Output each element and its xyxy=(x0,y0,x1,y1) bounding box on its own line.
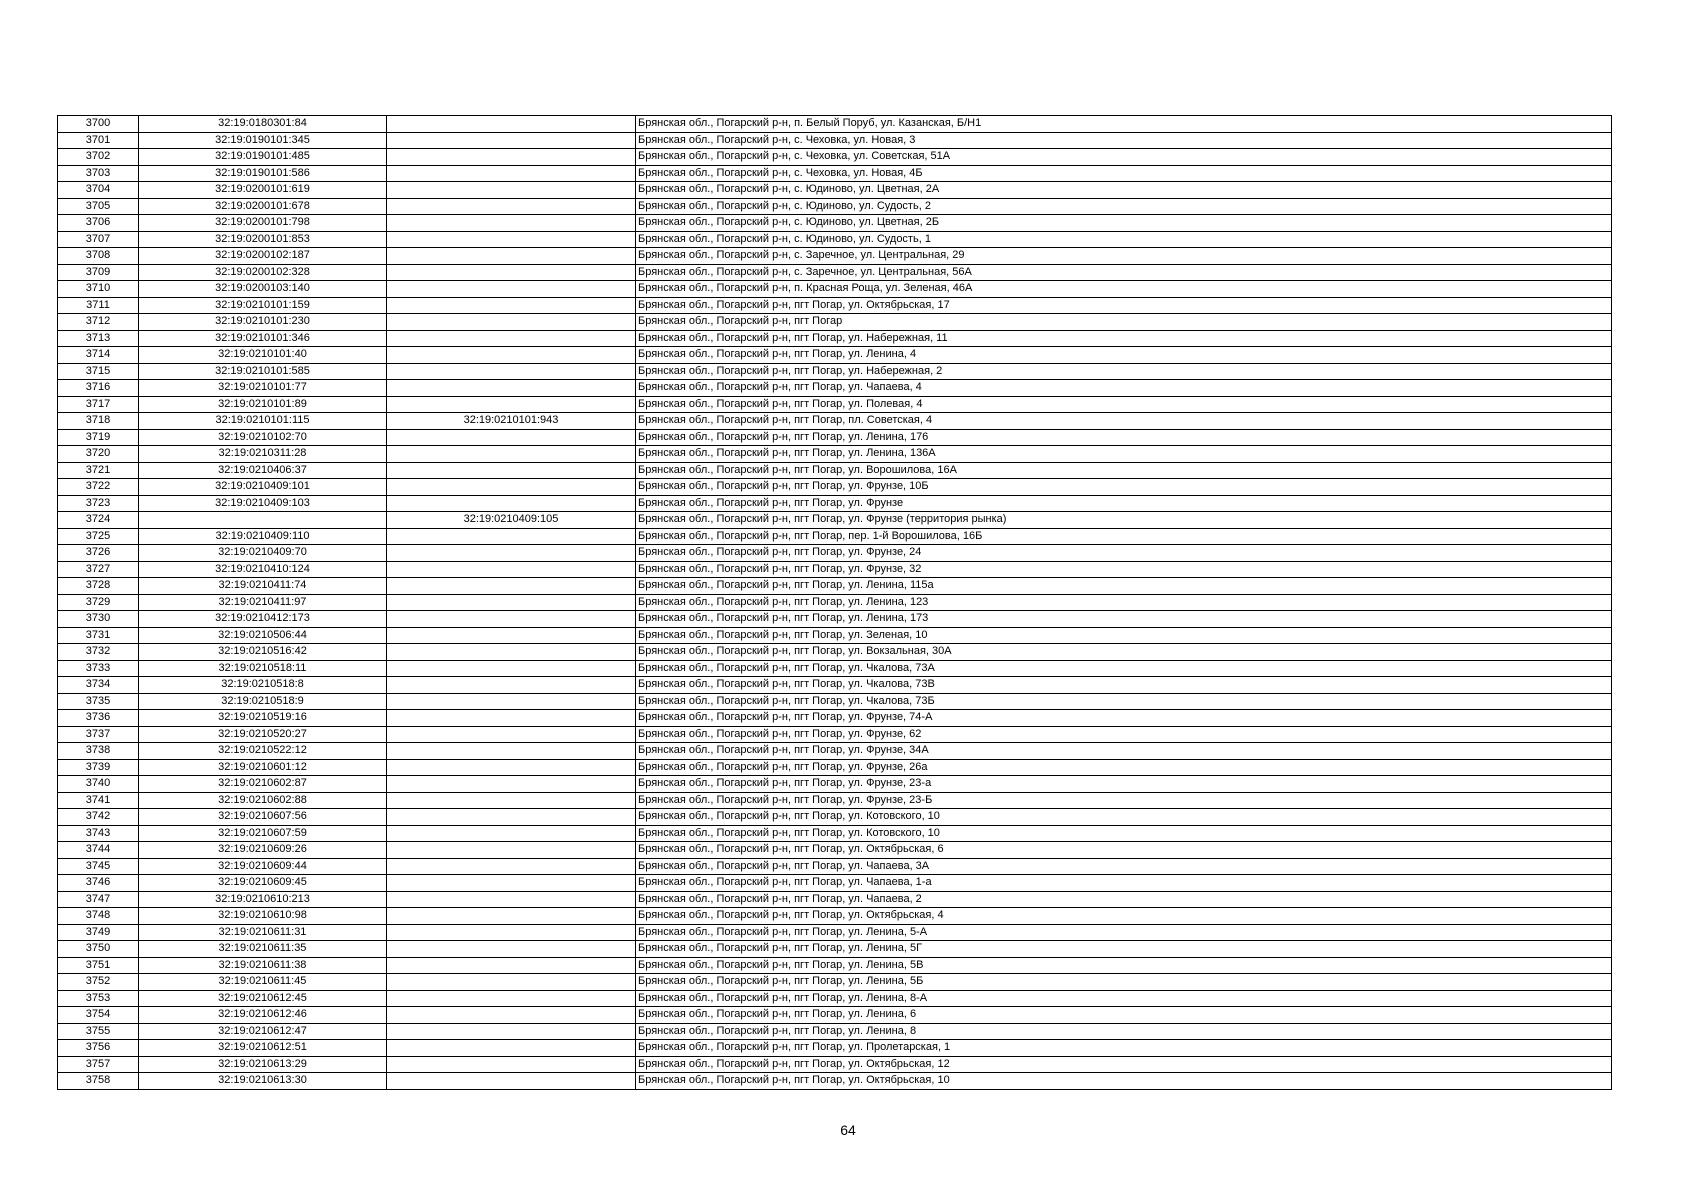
table-row xyxy=(58,479,1612,496)
related-cadastral-number-cell xyxy=(387,462,636,479)
cadastral-number-cell: 32:19:0210102:70 xyxy=(139,429,387,446)
related-cadastral-number-cell xyxy=(387,726,636,743)
row-number-cell: 3711 xyxy=(58,297,139,314)
address-cell: Брянская обл., Погарский р-н, пгт Погар, ул. Ленина, 8-А xyxy=(636,990,1612,1007)
address-cell: Брянская обл., Погарский р-н, пгт Погар, ул. Октябрьская, 6 xyxy=(636,842,1612,859)
cadastral-number-cell: 32:19:0210602:88 xyxy=(139,792,387,809)
cadastral-number-cell: 32:19:0210409:110 xyxy=(139,528,387,545)
table-row xyxy=(58,743,1612,760)
cadastral-number-cell: 32:19:0210406:37 xyxy=(139,462,387,479)
row-number-cell: 3732 xyxy=(58,644,139,661)
row-number-cell: 3753 xyxy=(58,990,139,1007)
related-cadastral-number-cell xyxy=(387,825,636,842)
table-row xyxy=(58,809,1612,826)
table-row xyxy=(58,363,1612,380)
row-number-cell: 3716 xyxy=(58,380,139,397)
address-cell: Брянская обл., Погарский р-н, пгт Погар, ул. Ленина, 173 xyxy=(636,611,1612,628)
cadastral-number-cell: 32:19:0210611:45 xyxy=(139,974,387,991)
related-cadastral-number-cell xyxy=(387,743,636,760)
cadastral-number-cell: 32:19:0210101:585 xyxy=(139,363,387,380)
related-cadastral-number-cell xyxy=(387,842,636,859)
table-row xyxy=(58,380,1612,397)
related-cadastral-number-cell xyxy=(387,545,636,562)
row-number-cell: 3705 xyxy=(58,198,139,215)
table-row xyxy=(58,512,1612,529)
row-number-cell: 3747 xyxy=(58,891,139,908)
related-cadastral-number-cell xyxy=(387,875,636,892)
related-cadastral-number-cell xyxy=(387,660,636,677)
table-row xyxy=(58,1040,1612,1057)
row-number-cell: 3728 xyxy=(58,578,139,595)
address-cell: Брянская обл., Погарский р-н, пгт Погар xyxy=(636,314,1612,331)
row-number-cell: 3701 xyxy=(58,132,139,149)
address-cell: Брянская обл., Погарский р-н, пгт Погар, ул. Котовского, 10 xyxy=(636,809,1612,826)
table-row xyxy=(58,627,1612,644)
table-row xyxy=(58,990,1612,1007)
cadastral-number-cell: 32:19:0210410:124 xyxy=(139,561,387,578)
related-cadastral-number-cell xyxy=(387,578,636,595)
cadastral-number-cell: 32:19:0210612:47 xyxy=(139,1023,387,1040)
cadastral-number-cell: 32:19:0210101:40 xyxy=(139,347,387,364)
table-row xyxy=(58,446,1612,463)
cadastral-number-cell: 32:19:0210613:29 xyxy=(139,1056,387,1073)
cadastral-number-cell: 32:19:0210101:346 xyxy=(139,330,387,347)
table-row xyxy=(58,974,1612,991)
row-number-cell: 3735 xyxy=(58,693,139,710)
cadastral-number-cell: 32:19:0210101:115 xyxy=(139,413,387,430)
related-cadastral-number-cell xyxy=(387,429,636,446)
cadastral-number-cell: 32:19:0190101:586 xyxy=(139,165,387,182)
table-row xyxy=(58,1056,1612,1073)
cadastral-number-cell: 32:19:0210518:8 xyxy=(139,677,387,694)
row-number-cell: 3745 xyxy=(58,858,139,875)
cadastral-number-cell: 32:19:0210101:230 xyxy=(139,314,387,331)
cadastral-number-cell: 32:19:0210516:42 xyxy=(139,644,387,661)
table-row xyxy=(58,1023,1612,1040)
related-cadastral-number-cell xyxy=(387,891,636,908)
table-row xyxy=(58,528,1612,545)
row-number-cell: 3740 xyxy=(58,776,139,793)
address-cell: Брянская обл., Погарский р-н, пгт Погар, ул. Ленина, 8 xyxy=(636,1023,1612,1040)
row-number-cell: 3709 xyxy=(58,264,139,281)
cadastral-number-cell: 32:19:0210612:46 xyxy=(139,1007,387,1024)
related-cadastral-number-cell xyxy=(387,941,636,958)
address-cell: Брянская обл., Погарский р-н, с. Чеховка, ул. Новая, 3 xyxy=(636,132,1612,149)
address-cell: Брянская обл., Погарский р-н, с. Заречное, ул. Центральная, 29 xyxy=(636,248,1612,265)
related-cadastral-number-cell xyxy=(387,1023,636,1040)
table-row xyxy=(58,875,1612,892)
cadastral-number-cell: 32:19:0210607:56 xyxy=(139,809,387,826)
related-cadastral-number-cell xyxy=(387,528,636,545)
related-cadastral-number-cell xyxy=(387,479,636,496)
cadastral-number-cell: 32:19:0200101:798 xyxy=(139,215,387,232)
table-row xyxy=(58,1007,1612,1024)
cadastral-number-cell: 32:19:0210610:98 xyxy=(139,908,387,925)
related-cadastral-number-cell xyxy=(387,248,636,265)
table-row xyxy=(58,297,1612,314)
related-cadastral-number-cell xyxy=(387,858,636,875)
cadastral-number-cell: 32:19:0200102:187 xyxy=(139,248,387,265)
related-cadastral-number-cell xyxy=(387,594,636,611)
table-row xyxy=(58,594,1612,611)
related-cadastral-number-cell xyxy=(387,644,636,661)
address-cell: Брянская обл., Погарский р-н, пгт Погар, ул. Пролетарская, 1 xyxy=(636,1040,1612,1057)
address-cell: Брянская обл., Погарский р-н, пгт Погар, ул. Ворошилова, 16А xyxy=(636,462,1612,479)
row-number-cell: 3737 xyxy=(58,726,139,743)
cadastral-number-cell: 32:19:0210101:89 xyxy=(139,396,387,413)
address-cell: Брянская обл., Погарский р-н, пгт Погар, ул. Ленина, 136А xyxy=(636,446,1612,463)
related-cadastral-number-cell xyxy=(387,792,636,809)
row-number-cell: 3704 xyxy=(58,182,139,199)
row-number-cell: 3720 xyxy=(58,446,139,463)
address-cell: Брянская обл., Погарский р-н, пгт Погар, ул. Ленина, 4 xyxy=(636,347,1612,364)
related-cadastral-number-cell xyxy=(387,809,636,826)
related-cadastral-number-cell xyxy=(387,1007,636,1024)
cadastral-number-cell: 32:19:0210610:213 xyxy=(139,891,387,908)
table-row xyxy=(58,495,1612,512)
table-row xyxy=(58,314,1612,331)
row-number-cell: 3758 xyxy=(58,1073,139,1090)
table-row xyxy=(58,677,1612,694)
table-row xyxy=(58,908,1612,925)
address-cell: Брянская обл., Погарский р-н, пгт Погар, ул. Полевая, 4 xyxy=(636,396,1612,413)
row-number-cell: 3726 xyxy=(58,545,139,562)
cadastral-number-cell: 32:19:0210518:9 xyxy=(139,693,387,710)
related-cadastral-number-cell: 32:19:0210101:943 xyxy=(387,413,636,430)
related-cadastral-number-cell xyxy=(387,330,636,347)
cadastral-number-cell: 32:19:0210602:87 xyxy=(139,776,387,793)
address-cell: Брянская обл., Погарский р-н, пгт Погар, ул. Ленина, 176 xyxy=(636,429,1612,446)
table-row xyxy=(58,545,1612,562)
address-cell: Брянская обл., Погарский р-н, пгт Погар, пер. 1-й Ворошилова, 16Б xyxy=(636,528,1612,545)
row-number-cell: 3757 xyxy=(58,1056,139,1073)
address-cell: Брянская обл., Погарский р-н, пгт Погар, ул. Чапаева, 2 xyxy=(636,891,1612,908)
related-cadastral-number-cell xyxy=(387,215,636,232)
cadastral-number-cell: 32:19:0210609:26 xyxy=(139,842,387,859)
cadastral-number-cell: 32:19:0210611:38 xyxy=(139,957,387,974)
address-cell: Брянская обл., Погарский р-н, пгт Погар, ул. Фрунзе, 26а xyxy=(636,759,1612,776)
related-cadastral-number-cell xyxy=(387,231,636,248)
cadastral-number-cell: 32:19:0180301:84 xyxy=(139,116,387,133)
cadastral-number-cell: 32:19:0210612:51 xyxy=(139,1040,387,1057)
address-cell: Брянская обл., Погарский р-н, пгт Погар, ул. Октябрьская, 12 xyxy=(636,1056,1612,1073)
address-cell: Брянская обл., Погарский р-н, пгт Погар, ул. Чкалова, 73Б xyxy=(636,693,1612,710)
row-number-cell: 3749 xyxy=(58,924,139,941)
row-number-cell: 3724 xyxy=(58,512,139,529)
related-cadastral-number-cell xyxy=(387,297,636,314)
related-cadastral-number-cell xyxy=(387,908,636,925)
cadastral-number-cell: 32:19:0210409:103 xyxy=(139,495,387,512)
table-body xyxy=(58,116,1612,1090)
table-row xyxy=(58,924,1612,941)
related-cadastral-number-cell xyxy=(387,776,636,793)
cadastral-number-cell: 32:19:0210411:97 xyxy=(139,594,387,611)
related-cadastral-number-cell xyxy=(387,363,636,380)
address-cell: Брянская обл., Погарский р-н, пгт Погар, ул. Фрунзе, 23-Б xyxy=(636,792,1612,809)
cadastral-number-cell: 32:19:0210611:35 xyxy=(139,941,387,958)
cadastral-number-cell: 32:19:0210613:30 xyxy=(139,1073,387,1090)
address-cell: Брянская обл., Погарский р-н, пгт Погар, ул. Фрунзе, 34А xyxy=(636,743,1612,760)
cadastral-number-cell: 32:19:0190101:345 xyxy=(139,132,387,149)
row-number-cell: 3756 xyxy=(58,1040,139,1057)
cadastral-number-cell: 32:19:0210412:173 xyxy=(139,611,387,628)
related-cadastral-number-cell xyxy=(387,281,636,298)
address-cell: Брянская обл., Погарский р-н, с. Юдиново, ул. Цветная, 2Б xyxy=(636,215,1612,232)
cadastral-number-cell: 32:19:0210101:77 xyxy=(139,380,387,397)
row-number-cell: 3727 xyxy=(58,561,139,578)
address-cell: Брянская обл., Погарский р-н, с. Заречное, ул. Центральная, 56А xyxy=(636,264,1612,281)
row-number-cell: 3718 xyxy=(58,413,139,430)
row-number-cell: 3708 xyxy=(58,248,139,265)
row-number-cell: 3748 xyxy=(58,908,139,925)
row-number-cell: 3719 xyxy=(58,429,139,446)
address-cell: Брянская обл., Погарский р-н, пгт Погар, ул. Ленина, 5Г xyxy=(636,941,1612,958)
table-row xyxy=(58,429,1612,446)
table-row xyxy=(58,710,1612,727)
address-cell: Брянская обл., Погарский р-н, с. Юдиново, ул. Судость, 1 xyxy=(636,231,1612,248)
row-number-cell: 3733 xyxy=(58,660,139,677)
row-number-cell: 3700 xyxy=(58,116,139,133)
related-cadastral-number-cell xyxy=(387,446,636,463)
address-cell: Брянская обл., Погарский р-н, пгт Погар, ул. Чкалова, 73В xyxy=(636,677,1612,694)
table-row xyxy=(58,182,1612,199)
cadastral-number-cell: 32:19:0210101:159 xyxy=(139,297,387,314)
table-row xyxy=(58,726,1612,743)
address-cell: Брянская обл., Погарский р-н, пгт Погар, ул. Октябрьская, 4 xyxy=(636,908,1612,925)
cadastral-number-cell: 32:19:0200101:853 xyxy=(139,231,387,248)
address-cell: Брянская обл., Погарский р-н, пгт Погар, ул. Октябрьская, 17 xyxy=(636,297,1612,314)
table-row xyxy=(58,776,1612,793)
table-row xyxy=(58,957,1612,974)
address-cell: Брянская обл., Погарский р-н, пгт Погар, ул. Набережная, 2 xyxy=(636,363,1612,380)
row-number-cell: 3710 xyxy=(58,281,139,298)
table-row xyxy=(58,1073,1612,1090)
related-cadastral-number-cell xyxy=(387,347,636,364)
cadastral-number-cell: 32:19:0210518:11 xyxy=(139,660,387,677)
address-cell: Брянская обл., Погарский р-н, пгт Погар, ул. Чапаева, 1-а xyxy=(636,875,1612,892)
table-row xyxy=(58,462,1612,479)
row-number-cell: 3707 xyxy=(58,231,139,248)
row-number-cell: 3751 xyxy=(58,957,139,974)
row-number-cell: 3712 xyxy=(58,314,139,331)
address-cell: Брянская обл., Погарский р-н, пгт Погар, ул. Ленина, 5-А xyxy=(636,924,1612,941)
address-cell: Брянская обл., Погарский р-н, с. Чеховка, ул. Советская, 51А xyxy=(636,149,1612,166)
related-cadastral-number-cell xyxy=(387,380,636,397)
table-row xyxy=(58,396,1612,413)
table-row xyxy=(58,132,1612,149)
related-cadastral-number-cell xyxy=(387,759,636,776)
cadastral-number-cell: 32:19:0210411:74 xyxy=(139,578,387,595)
related-cadastral-number-cell xyxy=(387,149,636,166)
related-cadastral-number-cell xyxy=(387,1040,636,1057)
row-number-cell: 3743 xyxy=(58,825,139,842)
related-cadastral-number-cell xyxy=(387,132,636,149)
table-row xyxy=(58,578,1612,595)
row-number-cell: 3754 xyxy=(58,1007,139,1024)
cadastral-number-cell: 32:19:0210522:12 xyxy=(139,743,387,760)
related-cadastral-number-cell xyxy=(387,182,636,199)
table-row xyxy=(58,660,1612,677)
table-row xyxy=(58,248,1612,265)
row-number-cell: 3721 xyxy=(58,462,139,479)
address-cell: Брянская обл., Погарский р-н, пгт Погар, ул. Ленина, 6 xyxy=(636,1007,1612,1024)
address-cell: Брянская обл., Погарский р-н, пгт Погар, ул. Чапаева, 3А xyxy=(636,858,1612,875)
row-number-cell: 3725 xyxy=(58,528,139,545)
related-cadastral-number-cell xyxy=(387,974,636,991)
related-cadastral-number-cell xyxy=(387,396,636,413)
address-cell: Брянская обл., Погарский р-н, пгт Погар, ул. Фрунзе, 23-а xyxy=(636,776,1612,793)
row-number-cell: 3715 xyxy=(58,363,139,380)
cadastral-number-cell: 32:19:0210506:44 xyxy=(139,627,387,644)
table-row xyxy=(58,165,1612,182)
table-row xyxy=(58,561,1612,578)
address-cell: Брянская обл., Погарский р-н, пгт Погар, ул. Вокзальная, 30А xyxy=(636,644,1612,661)
cadastral-number-cell: 32:19:0210612:45 xyxy=(139,990,387,1007)
table-row xyxy=(58,693,1612,710)
address-cell: Брянская обл., Погарский р-н, пгт Погар, ул. Ленина, 115а xyxy=(636,578,1612,595)
address-cell: Брянская обл., Погарский р-н, пгт Погар, ул. Набережная, 11 xyxy=(636,330,1612,347)
table-row xyxy=(58,644,1612,661)
related-cadastral-number-cell xyxy=(387,957,636,974)
table-row xyxy=(58,842,1612,859)
cadastral-number-cell: 32:19:0200101:678 xyxy=(139,198,387,215)
related-cadastral-number-cell xyxy=(387,264,636,281)
address-cell: Брянская обл., Погарский р-н, пгт Погар, ул. Чкалова, 73А xyxy=(636,660,1612,677)
row-number-cell: 3723 xyxy=(58,495,139,512)
address-cell: Брянская обл., Погарский р-н, пгт Погар, ул. Ленина, 5В xyxy=(636,957,1612,974)
table-row xyxy=(58,116,1612,133)
row-number-cell: 3750 xyxy=(58,941,139,958)
table-row xyxy=(58,825,1612,842)
address-cell: Брянская обл., Погарский р-н, пгт Погар, пл. Советская, 4 xyxy=(636,413,1612,430)
cadastral-number-cell: 32:19:0210607:59 xyxy=(139,825,387,842)
cadastral-number-cell: 32:19:0210409:70 xyxy=(139,545,387,562)
table-row xyxy=(58,264,1612,281)
table-row xyxy=(58,198,1612,215)
address-cell: Брянская обл., Погарский р-н, пгт Погар, ул. Октябрьская, 10 xyxy=(636,1073,1612,1090)
table-row xyxy=(58,941,1612,958)
table-row xyxy=(58,891,1612,908)
address-cell: Брянская обл., Погарский р-н, пгт Погар, ул. Ленина, 123 xyxy=(636,594,1612,611)
address-cell: Брянская обл., Погарский р-н, пгт Погар, ул. Фрунзе, 32 xyxy=(636,561,1612,578)
related-cadastral-number-cell xyxy=(387,1056,636,1073)
address-cell: Брянская обл., Погарский р-н, п. Красная Роща, ул. Зеленая, 46А xyxy=(636,281,1612,298)
row-number-cell: 3717 xyxy=(58,396,139,413)
address-cell: Брянская обл., Погарский р-н, пгт Погар, ул. Чапаева, 4 xyxy=(636,380,1612,397)
row-number-cell: 3752 xyxy=(58,974,139,991)
address-cell: Брянская обл., Погарский р-н, пгт Погар, ул. Фрунзе xyxy=(636,495,1612,512)
table-row xyxy=(58,413,1612,430)
row-number-cell: 3730 xyxy=(58,611,139,628)
cadastral-number-cell: 32:19:0210609:44 xyxy=(139,858,387,875)
address-cell: Брянская обл., Погарский р-н, пгт Погар, ул. Зеленая, 10 xyxy=(636,627,1612,644)
related-cadastral-number-cell xyxy=(387,611,636,628)
cadastral-number-cell: 32:19:0200103:140 xyxy=(139,281,387,298)
row-number-cell: 3738 xyxy=(58,743,139,760)
related-cadastral-number-cell xyxy=(387,314,636,331)
cadastral-number-cell: 32:19:0210519:16 xyxy=(139,710,387,727)
related-cadastral-number-cell xyxy=(387,495,636,512)
table-row xyxy=(58,231,1612,248)
row-number-cell: 3731 xyxy=(58,627,139,644)
row-number-cell: 3713 xyxy=(58,330,139,347)
table-row xyxy=(58,281,1612,298)
related-cadastral-number-cell xyxy=(387,710,636,727)
row-number-cell: 3722 xyxy=(58,479,139,496)
table-row xyxy=(58,215,1612,232)
address-cell: Брянская обл., Погарский р-н, пгт Погар, ул. Ленина, 5Б xyxy=(636,974,1612,991)
cadastral-number-cell: 32:19:0200101:619 xyxy=(139,182,387,199)
related-cadastral-number-cell: 32:19:0210409:105 xyxy=(387,512,636,529)
row-number-cell: 3746 xyxy=(58,875,139,892)
related-cadastral-number-cell xyxy=(387,561,636,578)
address-cell: Брянская обл., Погарский р-н, с. Юдиново, ул. Судость, 2 xyxy=(636,198,1612,215)
page-number: 64 xyxy=(840,1122,856,1138)
related-cadastral-number-cell xyxy=(387,693,636,710)
table-row xyxy=(58,792,1612,809)
row-number-cell: 3734 xyxy=(58,677,139,694)
cadastral-number-cell: 32:19:0210409:101 xyxy=(139,479,387,496)
address-cell: Брянская обл., Погарский р-н, пгт Погар, ул. Фрунзе, 62 xyxy=(636,726,1612,743)
table-row xyxy=(58,149,1612,166)
related-cadastral-number-cell xyxy=(387,924,636,941)
related-cadastral-number-cell xyxy=(387,165,636,182)
row-number-cell: 3703 xyxy=(58,165,139,182)
cadastral-number-cell: 32:19:0190101:485 xyxy=(139,149,387,166)
row-number-cell: 3702 xyxy=(58,149,139,166)
related-cadastral-number-cell xyxy=(387,116,636,133)
related-cadastral-number-cell xyxy=(387,627,636,644)
row-number-cell: 3736 xyxy=(58,710,139,727)
cadastral-number-cell: 32:19:0210520:27 xyxy=(139,726,387,743)
row-number-cell: 3729 xyxy=(58,594,139,611)
address-cell: Брянская обл., Погарский р-н, пгт Погар, ул. Котовского, 10 xyxy=(636,825,1612,842)
address-cell: Брянская обл., Погарский р-н, п. Белый Поруб, ул. Казанская, Б/Н1 xyxy=(636,116,1612,133)
related-cadastral-number-cell xyxy=(387,677,636,694)
row-number-cell: 3706 xyxy=(58,215,139,232)
row-number-cell: 3739 xyxy=(58,759,139,776)
address-cell: Брянская обл., Погарский р-н, пгт Погар, ул. Фрунзе, 24 xyxy=(636,545,1612,562)
table-row xyxy=(58,858,1612,875)
related-cadastral-number-cell xyxy=(387,1073,636,1090)
table-row xyxy=(58,347,1612,364)
related-cadastral-number-cell xyxy=(387,990,636,1007)
address-cell: Брянская обл., Погарский р-н, пгт Погар, ул. Фрунзе (территория рынка) xyxy=(636,512,1612,529)
address-cell: Брянская обл., Погарский р-н, с. Юдиново, ул. Цветная, 2А xyxy=(636,182,1612,199)
row-number-cell: 3741 xyxy=(58,792,139,809)
row-number-cell: 3714 xyxy=(58,347,139,364)
table-row xyxy=(58,330,1612,347)
cadastral-number-cell: 32:19:0210311:28 xyxy=(139,446,387,463)
address-cell: Брянская обл., Погарский р-н, с. Чеховка, ул. Новая, 4Б xyxy=(636,165,1612,182)
cadastral-number-cell: 32:19:0200102:328 xyxy=(139,264,387,281)
row-number-cell: 3744 xyxy=(58,842,139,859)
cadastral-number-cell: 32:19:0210611:31 xyxy=(139,924,387,941)
address-cell: Брянская обл., Погарский р-н, пгт Погар, ул. Фрунзе, 10Б xyxy=(636,479,1612,496)
address-cell: Брянская обл., Погарский р-н, пгт Погар, ул. Фрунзе, 74-А xyxy=(636,710,1612,727)
table-row xyxy=(58,611,1612,628)
row-number-cell: 3742 xyxy=(58,809,139,826)
cadastral-number-cell: 32:19:0210601:12 xyxy=(139,759,387,776)
row-number-cell: 3755 xyxy=(58,1023,139,1040)
registry-table xyxy=(57,115,1612,1090)
cadastral-number-cell xyxy=(139,512,387,529)
related-cadastral-number-cell xyxy=(387,198,636,215)
table-row xyxy=(58,759,1612,776)
cadastral-number-cell: 32:19:0210609:45 xyxy=(139,875,387,892)
